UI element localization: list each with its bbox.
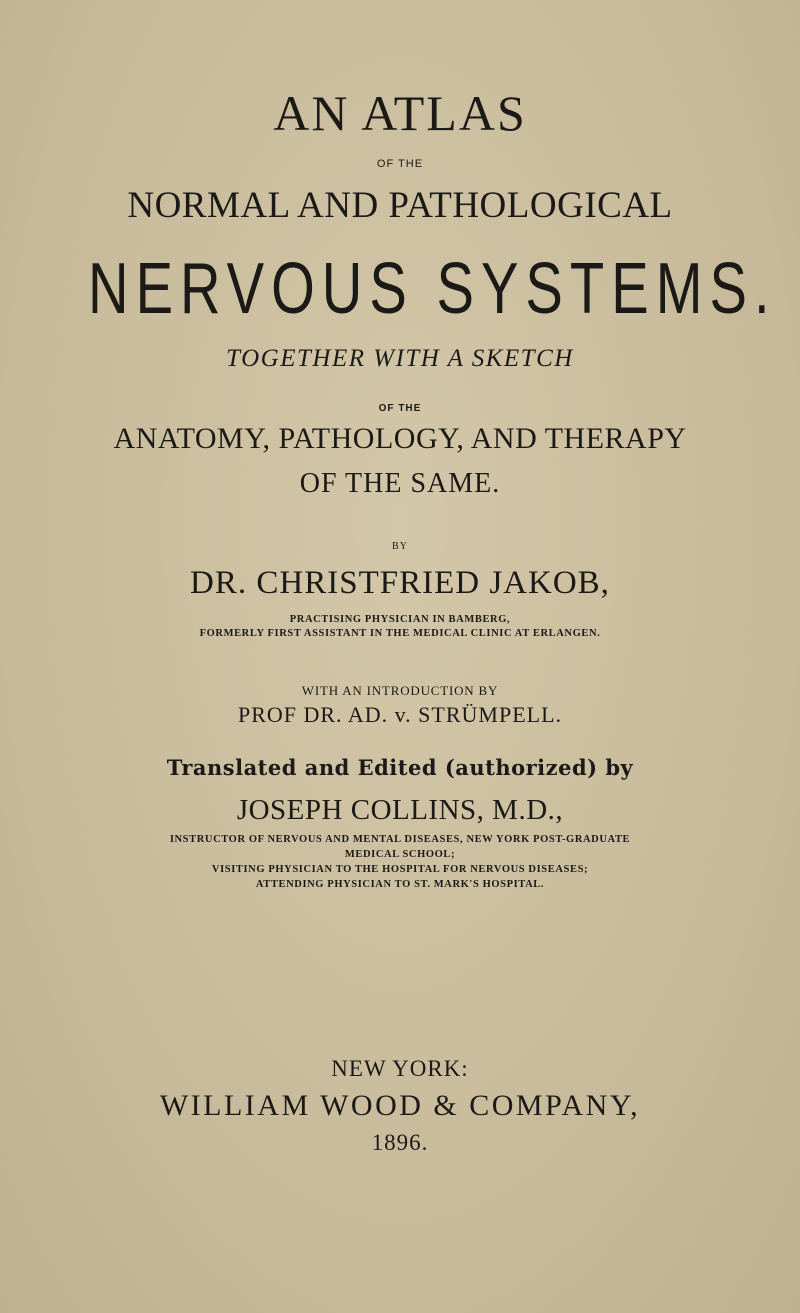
title-line-3: NERVOUS SYSTEMS. (88, 249, 777, 329)
title-line-1: AN ATLAS (273, 85, 527, 141)
introduction-by: WITH AN INTRODUCTION BY (301, 683, 499, 698)
imprint-year: 1896. (371, 1130, 429, 1155)
imprint-city: NEW YORK: (331, 1056, 469, 1081)
subtitle-of-the: OF THE (378, 403, 422, 414)
imprint-publisher: WILLIAM WOOD & COMPANY, (159, 1089, 641, 1122)
translator-credential-4: ATTENDING PHYSICIAN TO ST. MARK'S HOSPITAL. (255, 879, 545, 890)
subtitle-together: TOGETHER WITH A SKETCH (226, 345, 574, 372)
translator-credential-1: INSTRUCTOR OF NERVOUS AND MENTAL DISEASES, NEW YORK POST-GRADUATE (169, 834, 631, 845)
author-credential-2: FORMERLY FIRST ASSISTANT IN THE MEDICAL CLINIC AT ERLANGEN. (199, 628, 601, 639)
introduction-author: PROF DR. AD. v. STRÜMPELL. (237, 702, 563, 727)
translator-credential-2: MEDICAL SCHOOL; (344, 849, 456, 860)
author-credential-1: PRACTISING PHYSICIAN IN BAMBERG, (289, 614, 511, 625)
subtitle-anatomy: ANATOMY, PATHOLOGY, AND THERAPY (113, 422, 687, 455)
translator-credential-3: VISITING PHYSICIAN TO THE HOSPITAL FOR NERVOUS DISEASES; (211, 864, 589, 875)
title-line-2: NORMAL AND PATHOLOGICAL (127, 185, 673, 226)
translator-name: JOSEPH COLLINS, M.D., (236, 794, 564, 826)
subtitle-same: OF THE SAME. (299, 468, 501, 499)
translator-credit: Translated and Edited (authorized) by (166, 755, 634, 780)
author-by: BY (392, 541, 408, 552)
title-of-the: OF THE (376, 158, 424, 170)
author-name: DR. CHRISTFRIED JAKOB, (190, 565, 610, 601)
